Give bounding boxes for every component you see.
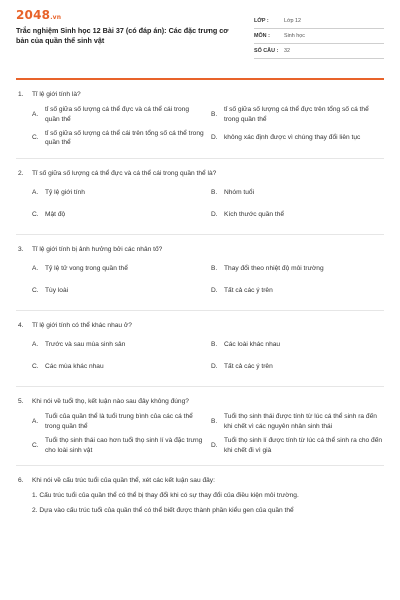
option-label: A. [32,418,39,426]
header-divider [16,78,384,80]
question-text: Tỉ lệ giới tính bị ảnh hưởng bởi các nhân tố? [32,246,163,254]
question-1 [16,90,384,150]
option-label: A. [32,341,39,349]
options [16,103,384,150]
option-text: Tuổi thọ sinh thái được tính từ lúc cá thể sinh ra đến khi chết vì các nguyên nhân sinh thái [224,413,377,430]
option-label: D. [211,441,218,449]
header-left [16,8,242,45]
option-c[interactable] [32,434,205,458]
statement-2: 2. Dựa vào cấu trúc tuổi của quần thể có thể biết được thành phần kiểu gen của quần thể [32,506,294,514]
option-text: Trước và sau mùa sinh sản [45,341,126,349]
options [16,334,384,378]
option-label: B. [211,418,218,426]
option-label: A. [32,189,39,197]
option-a[interactable] [32,103,205,127]
meta-value: 32 [284,48,290,54]
question-5 [16,397,384,457]
option-text: tỉ số giữa số lượng cá thể đực trên tổng số cá thể trong quần thể [224,106,369,123]
option-a[interactable] [32,334,205,356]
question-6 [16,476,384,515]
option-b[interactable] [211,258,384,280]
option-c[interactable] [32,280,205,302]
question-number: 3. [18,246,24,254]
meta-row-class [254,14,384,29]
option-label: D. [211,363,218,371]
option-label: B. [211,265,218,273]
option-a[interactable] [32,410,205,434]
option-label: C. [32,211,39,219]
divider [16,310,384,311]
option-text: Tuổi thọ sinh thái cao hơn tuổi thọ sinh lí và đặc trưng cho loài sinh vật [45,436,203,454]
option-label: D. [211,134,218,142]
option-d[interactable] [211,356,384,378]
option-text: Kích thước quần thể [224,211,285,219]
option-b[interactable] [211,103,384,127]
option-text: Các mùa khác nhau [45,363,104,371]
option-label: D. [211,287,218,295]
option-text: không xác định được vì chúng thay đổi liên tục [224,134,361,142]
options [16,410,384,457]
options [16,258,384,302]
divider [16,386,384,387]
meta-key: MÔN : [254,33,270,39]
option-text: Tỷ lệ giới tính [45,189,85,197]
meta-key: LỚP : [254,18,269,24]
option-c[interactable] [32,356,205,378]
question-2 [16,169,384,226]
meta-value: Lớp 12 [284,18,302,24]
page-title: Trắc nghiệm Sinh học 12 Bài 37 (có đáp án): Các đặc trưng cơ bản của quần thể sinh vật [16,26,229,45]
option-label: A. [32,265,39,273]
option-d[interactable] [211,434,384,458]
question-number: 5. [18,398,24,406]
divider [16,465,384,466]
option-text: Thay đổi theo nhiệt độ môi trường [224,265,324,273]
option-label: B. [211,341,218,349]
meta-row-subject [254,29,384,44]
option-text: Tất cả các ý trên [224,363,273,371]
option-a[interactable] [32,258,205,280]
logo-text: 2048 [16,8,51,22]
option-text: Nhóm tuổi [224,189,255,197]
options [16,182,384,226]
option-d[interactable] [211,127,384,151]
statements [16,491,384,515]
header [16,8,384,72]
option-d[interactable] [211,280,384,302]
option-text: Mật độ [45,211,66,219]
question-4 [16,321,384,378]
option-text: Tất cả các ý trên [224,287,273,295]
meta-row-count [254,44,384,59]
option-text: Tùy loài [45,287,69,295]
option-text: Tỷ lệ tử vong trong quần thể [45,265,128,273]
option-text: Tuổi của quần thể là tuổi trung bình của các cá thể trong quần thể [45,413,193,430]
question-text: Tỉ số giữa số lượng cá thể đực và cá thể cái trong quần thể là? [32,170,217,178]
option-text: tỉ số giữa số lượng cá thể cái trên tổng số cá thể trong quần thể [45,129,204,147]
meta-value: Sinh học [284,33,305,39]
meta-panel [254,14,384,59]
option-label: C. [32,134,39,142]
option-label: B. [211,110,218,118]
option-label: A. [32,110,39,118]
option-c[interactable] [32,204,205,226]
option-label: C. [32,363,39,371]
option-label: C. [32,287,39,295]
statement-1: 1. Cấu trúc tuổi của quần thể có thể bị thay đổi khi có sự thay đổi của điều kiện môi trường. [32,492,299,500]
option-text: Tuổi thọ sinh lí được tính từ lúc cá thể sinh ra cho đến khi chết đi vì già [224,436,383,454]
option-text: tỉ số giữa số lượng cá thể đực và cá thể cái trong quần thể [45,106,190,123]
logo-suffix: .vn [50,14,62,21]
option-label: C. [32,441,39,449]
option-a[interactable] [32,182,205,204]
question-number: 1. [18,91,24,98]
question-number: 2. [18,170,24,178]
option-b[interactable] [211,182,384,204]
option-c[interactable] [32,127,205,151]
option-text: Các loài khác nhau [224,341,281,349]
question-text: Khi nói về tuổi thọ, kết luận nào sau đây không đúng? [32,398,189,406]
option-d[interactable] [211,204,384,226]
divider [16,234,384,235]
question-text: Tỉ lệ giới tính có thể khác nhau ở? [32,322,132,330]
logo[interactable] [16,8,242,22]
question-number: 6. [18,477,24,485]
question-text: Khi nói về cấu trúc tuổi của quần thể, xét các kết luận sau đây: [32,477,215,485]
option-label: D. [211,211,218,219]
option-b[interactable] [211,410,384,434]
option-label: B. [211,189,218,197]
question-text: Tỉ lệ giới tính là? [32,91,81,98]
divider [16,158,384,159]
option-b[interactable] [211,334,384,356]
meta-key: SỐ CÂU : [254,48,279,54]
question-3 [16,245,384,302]
question-number: 4. [18,322,24,330]
